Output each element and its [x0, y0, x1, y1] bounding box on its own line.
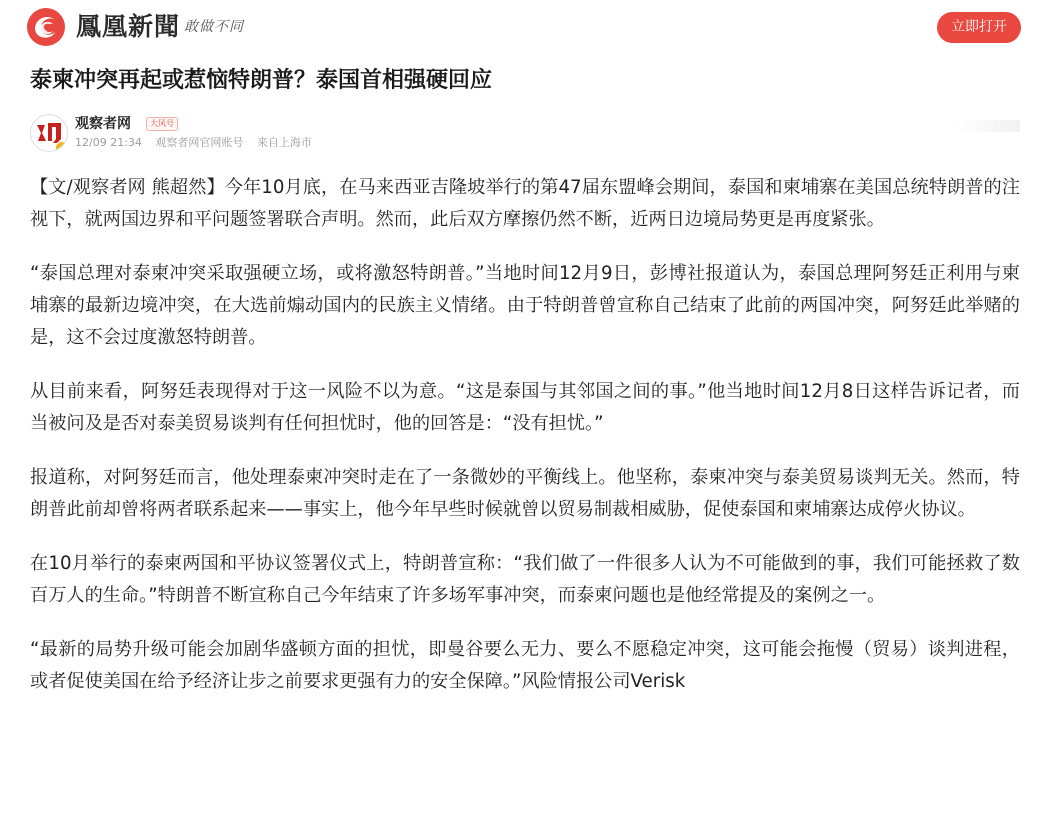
paragraph: 在10月举行的泰柬两国和平协议签署仪式上，特朗普宣称：“我们做了一件很多人认为不可能做到的事，我们可能拯救了数百万人的生命。”特朗普不断宣称自己今年结束了许多场军事冲突，而泰柬问题也是他经常提及的案例之一。 — [30, 553, 1020, 606]
paragraph: 从目前来看，阿努廷表现得对于这一风险不以为意。“这是泰国与其邻国之间的事。”他当地时间12月8日这样告诉记者，而当被问及是否对泰美贸易谈判有任何担忧时，他的回答是：“没有担忧。” — [30, 381, 1020, 434]
verified-icon — [55, 141, 68, 152]
publish-location: 来自上海市 — [256, 136, 312, 149]
top-bar — [0, 0, 1048, 54]
phoenix-logo-icon — [26, 7, 66, 47]
avatar[interactable] — [30, 114, 68, 152]
open-app-button[interactable]: 立即打开 — [937, 12, 1021, 43]
article-title: 泰柬冲突再起或惹恼特朗普？泰国首相强硬回应 — [30, 68, 493, 93]
brand-name: 鳳凰新聞 — [76, 12, 181, 41]
faded-follow-area — [952, 120, 1020, 132]
author-row — [30, 112, 1020, 154]
publish-time: 12/09 21:34 — [75, 136, 142, 149]
article-body — [30, 172, 1020, 720]
author-meta — [75, 136, 322, 150]
author-badge: 大风号 — [146, 117, 178, 131]
paragraph: “最新的局势升级可能会加剧华盛顿方面的担忧，即曼谷要么无力、要么不愿稳定冲突，这可能会拖慢（贸易）谈判进程，或者促使美国在给予经济让步之前要求更强有力的安全保障。”风险情报公司Verisk — [30, 639, 1020, 692]
paragraph: 【文/观察者网 熊超然】今年10月底，在马来西亚吉隆坡举行的第47届东盟峰会期间，泰国和柬埔寨在美国总统特朗普的注视下，就两国边界和平问题签署联合声明。然而，此后双方摩擦仍然不断，近两日边境局势更是再度紧张。 — [30, 177, 1020, 230]
account-type: 观察者网官网账号 — [155, 136, 244, 149]
brand-slogan: 敢做不同 — [184, 19, 244, 35]
paragraph: “泰国总理对泰柬冲突采取强硬立场，或将激怒特朗普。”当地时间12月9日，彭博社报道认为，泰国总理阿努廷正利用与柬埔寨的最新边境冲突，在大选前煽动国内的民族主义情绪。由于特朗普曾宣称自己结束了此前的两国冲突，阿努廷此举赌的是，这不会过度激怒特朗普。 — [30, 263, 1020, 348]
paragraph: 报道称，对阿努廷而言，他处理泰柬冲突时走在了一条微妙的平衡线上。他坚称，泰柬冲突与泰美贸易谈判无关。然而，特朗普此前却曾将两者联系起来——事实上，他今年早些时候就曾以贸易制裁相威胁，促使泰国和柬埔寨达成停火协议。 — [30, 467, 1020, 520]
author-name[interactable]: 观察者网 — [75, 116, 131, 132]
